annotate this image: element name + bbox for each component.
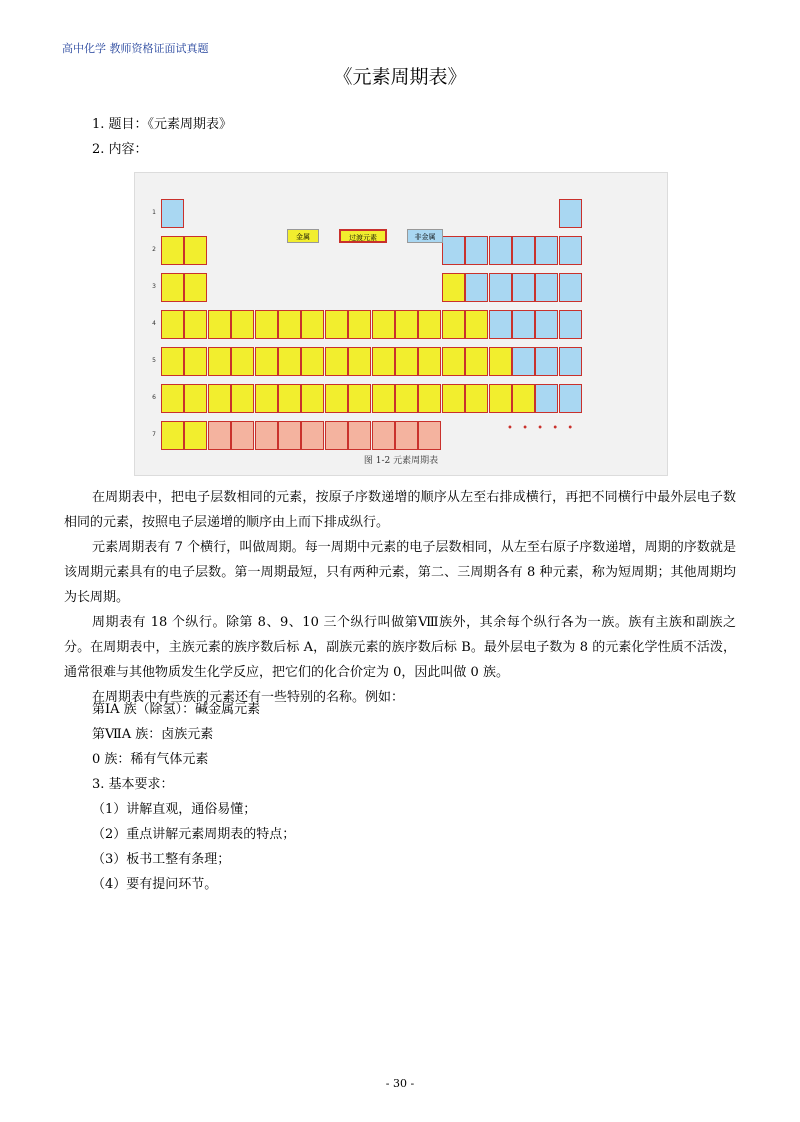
element-cell: [442, 347, 465, 376]
element-cell: [161, 236, 184, 265]
periodic-table-figure: [134, 172, 668, 476]
element-cell: [184, 236, 207, 265]
element-cell: [559, 347, 582, 376]
element-cell: [348, 347, 371, 376]
element-cell: [348, 421, 371, 450]
element-cell: [418, 421, 441, 450]
element-cell: [395, 384, 418, 413]
period-number: 3: [152, 283, 156, 290]
list-item: （1）讲解直观，通俗易懂；: [92, 802, 257, 817]
element-cell: [465, 236, 488, 265]
element-cell: [395, 421, 418, 450]
element-cell: [255, 347, 278, 376]
element-cell: [512, 347, 535, 376]
element-cell: [301, 384, 324, 413]
element-cell: [442, 310, 465, 339]
list-item: （4）要有提问环节。: [92, 877, 218, 892]
element-cell: [161, 347, 184, 376]
document-header-tag: 高中化学 教师资格证面试真题: [62, 42, 209, 55]
element-cell: [512, 310, 535, 339]
element-cell: [301, 347, 324, 376]
element-cell: [418, 384, 441, 413]
paragraph-2: 元素周期表有 7 个横行，叫做周期。每一周期中元素的电子层数相同，从左至右原子序数递增，周期的序数就是该周期元素具有的电子层数。第一周期最短，只有两种元素，第二、三周期各有 8 种元素，称为短周期；其他周期均为长周期。: [64, 540, 736, 605]
topic-line: 1. 题目：《元素周期表》: [92, 117, 233, 132]
element-cell: [161, 273, 184, 302]
element-cell: [489, 347, 512, 376]
special-names-list: [92, 697, 295, 897]
element-cell: [535, 384, 558, 413]
element-cell: [161, 421, 184, 450]
periodic-table-grid: [149, 181, 665, 446]
element-cell: [348, 384, 371, 413]
element-cell: [395, 310, 418, 339]
element-cell: [161, 384, 184, 413]
element-cell: [161, 310, 184, 339]
element-cell: [184, 347, 207, 376]
legend-nonmetal: 非金属: [407, 229, 443, 243]
element-cell: [231, 347, 254, 376]
element-cell: [559, 310, 582, 339]
element-cell: [184, 421, 207, 450]
element-cell: [418, 347, 441, 376]
element-cell: [418, 310, 441, 339]
element-cell: [372, 384, 395, 413]
legend-transition: 过渡元素: [339, 229, 387, 243]
paragraph-3: 周期表有 18 个纵行。除第 8、9、10 三个纵行叫做第Ⅷ族外，其余每个纵行各为一族。族有主族和副族之分。在周期表中，主族元素的族序数后标 A，副族元素的族序数后标 B。最外层电子数为 8 的元素化学性质不活泼，通常很难与其他物质发生化学反应，把它们的化合价定为 0，因此叫做 0 族。: [64, 615, 736, 680]
element-cell: [465, 384, 488, 413]
paragraph-4: 在周期表中有些族的元素还有一些特别的名称。例如：: [92, 690, 405, 705]
element-cell: [535, 347, 558, 376]
element-cell: [184, 273, 207, 302]
element-cell: [184, 384, 207, 413]
period-number: 6: [152, 394, 156, 401]
element-cell: [465, 273, 488, 302]
element-cell: [208, 421, 231, 450]
element-cell: [161, 199, 184, 228]
period-number: 1: [152, 209, 156, 216]
element-cell: [372, 347, 395, 376]
element-cell: [372, 421, 395, 450]
element-cell: [348, 310, 371, 339]
period-number: 4: [152, 320, 156, 327]
element-cell: [559, 273, 582, 302]
element-cell: [231, 384, 254, 413]
element-cell: [208, 384, 231, 413]
element-cell: [535, 310, 558, 339]
element-cell: [278, 347, 301, 376]
element-cell: [325, 310, 348, 339]
element-cell: [255, 421, 278, 450]
element-cell: [301, 310, 324, 339]
element-cell: [465, 347, 488, 376]
requirements-label: 3. 基本要求：: [92, 777, 174, 792]
element-cell: [325, 347, 348, 376]
element-cell: [535, 236, 558, 265]
element-cell: [512, 273, 535, 302]
list-item: 0 族：稀有气体元素: [92, 752, 209, 767]
element-cell: [278, 310, 301, 339]
element-cell: [255, 310, 278, 339]
element-cell: [278, 421, 301, 450]
period-number: 7: [152, 431, 156, 438]
element-cell: [255, 384, 278, 413]
element-cell: [231, 421, 254, 450]
element-cell: [489, 384, 512, 413]
element-cell: [208, 310, 231, 339]
element-cell: [489, 236, 512, 265]
list-item: （3）板书工整有条理；: [92, 852, 231, 867]
element-cell: [208, 347, 231, 376]
element-cell: [559, 384, 582, 413]
element-cell: [465, 310, 488, 339]
element-cell: [489, 310, 512, 339]
element-cell: [278, 384, 301, 413]
element-cell: [372, 310, 395, 339]
period-number: 5: [152, 357, 156, 364]
undiscovered-dots: • • • • •: [507, 423, 577, 434]
element-cell: [489, 273, 512, 302]
legend-metal: 金属: [287, 229, 319, 243]
element-cell: [184, 310, 207, 339]
element-cell: [442, 273, 465, 302]
page-number: - 30 -: [385, 1077, 415, 1090]
element-cell: [559, 236, 582, 265]
element-cell: [325, 384, 348, 413]
period-number: 2: [152, 246, 156, 253]
figure-caption: 图 1-2 元素周期表: [363, 456, 439, 466]
paragraph-1: 在周期表中，把电子层数相同的元素，按原子序数递增的顺序从左至右排成横行，再把不同横行中最外层电子数相同的元素，按照电子层递增的顺序由上而下排成纵行。: [64, 490, 736, 530]
element-cell: [301, 421, 324, 450]
content-label: 2. 内容：: [92, 142, 148, 157]
element-cell: [512, 236, 535, 265]
element-cell: [442, 236, 465, 265]
element-cell: [442, 384, 465, 413]
element-cell: [559, 199, 582, 228]
element-cell: [395, 347, 418, 376]
page-title: 《元素周期表》: [333, 66, 467, 88]
list-item: （2）重点讲解元素周期表的特点；: [92, 827, 296, 842]
element-cell: [535, 273, 558, 302]
list-item: 第ⅦA 族：卤族元素: [92, 727, 214, 742]
element-cell: [512, 384, 535, 413]
element-cell: [231, 310, 254, 339]
element-cell: [325, 421, 348, 450]
list-item: 第ⅠA 族（除氢）：碱金属元素: [92, 702, 261, 717]
